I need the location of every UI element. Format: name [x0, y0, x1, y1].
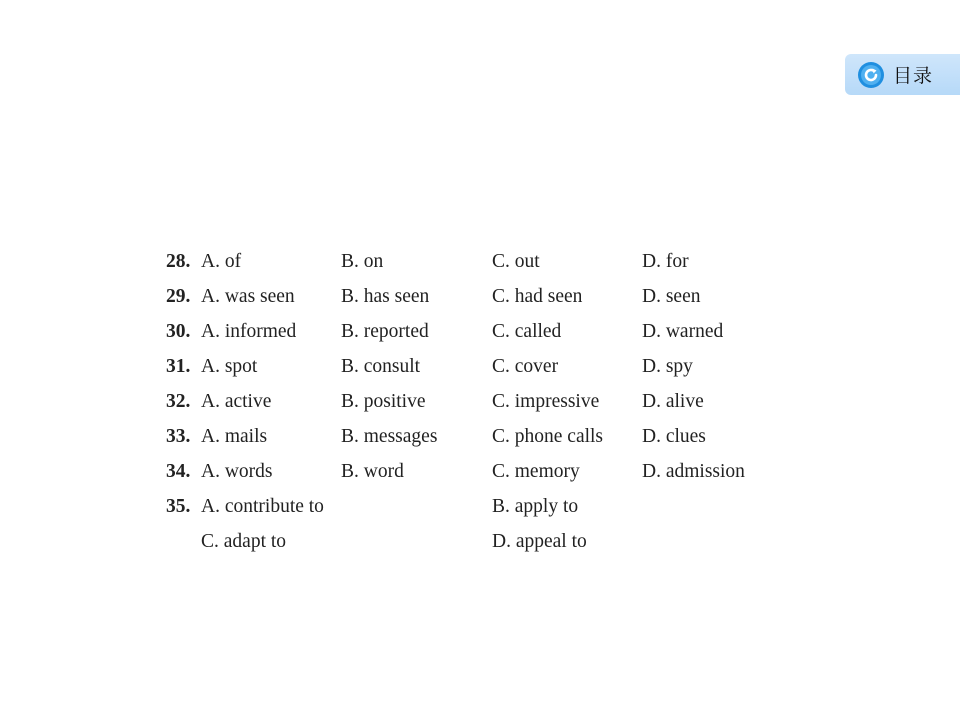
option-a: A. informed [201, 321, 297, 342]
question-number: 33. [166, 426, 191, 447]
option-c: C. phone calls [492, 426, 604, 447]
toc-button[interactable] [845, 54, 960, 95]
option-c: C. impressive [492, 391, 600, 412]
option-b: B. word [341, 461, 404, 482]
question-number: 28. [166, 251, 191, 272]
toc-label: 目录 [893, 65, 934, 87]
option-d: D. seen [642, 286, 701, 307]
option-c: C. adapt to [201, 531, 287, 552]
option-b: B. consult [341, 356, 421, 377]
option-b: B. reported [341, 321, 429, 342]
option-d: D. clues [642, 426, 706, 447]
option-a: A. spot [201, 356, 258, 377]
question-number: 32. [166, 391, 191, 412]
question-number: 30. [166, 321, 191, 342]
option-d: D. warned [642, 321, 724, 342]
option-a: A. mails [201, 426, 268, 447]
option-c: C. had seen [492, 286, 583, 307]
option-c: C. called [492, 321, 562, 342]
question-number: 34. [166, 461, 191, 482]
option-b: B. positive [341, 391, 426, 412]
option-b: B. has seen [341, 286, 430, 307]
question-number: 35. [166, 496, 191, 517]
option-b: B. messages [341, 426, 438, 447]
option-d: D. spy [642, 356, 693, 377]
option-a: A. active [201, 391, 272, 412]
option-d: D. alive [642, 391, 704, 412]
option-a: A. was seen [201, 286, 295, 307]
option-c: C. memory [492, 461, 580, 482]
option-d: D. admission [642, 461, 745, 482]
option-d: D. appeal to [492, 531, 587, 552]
refresh-circle-icon [857, 61, 885, 89]
question-number: 31. [166, 356, 191, 377]
option-a: A. words [201, 461, 273, 482]
question-number: 29. [166, 286, 191, 307]
option-b: B. on [341, 251, 384, 272]
option-d: D. for [642, 251, 689, 272]
option-b: B. apply to [492, 496, 579, 517]
option-a: A. contribute to [201, 496, 324, 517]
option-c: C. out [492, 251, 540, 272]
option-c: C. cover [492, 356, 559, 377]
option-a: A. of [201, 251, 242, 272]
